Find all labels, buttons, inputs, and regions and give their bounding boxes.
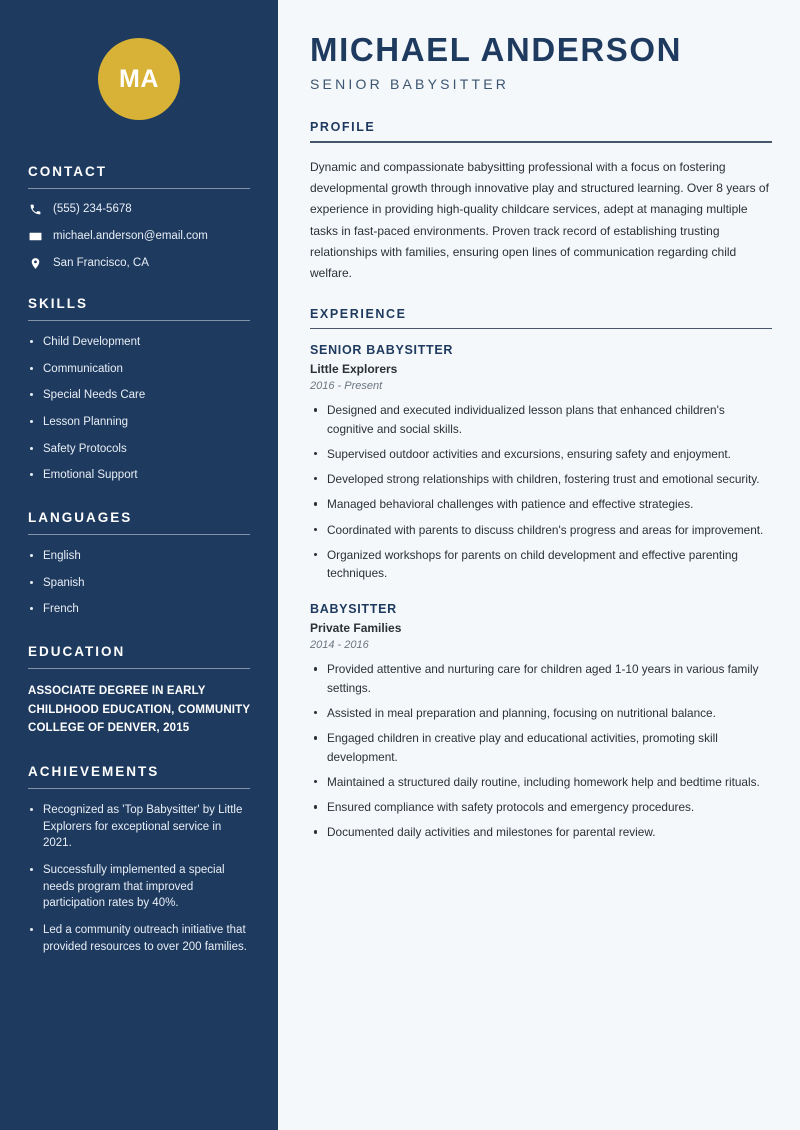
avatar-container [28, 0, 250, 164]
job-dates: 2014 - 2016 [310, 639, 369, 652]
job-title: SENIOR BABYSITTER [310, 343, 454, 358]
education-entry: ASSOCIATE DEGREE IN EARLY CHILDHOOD EDUCATION, COMMUNITY COLLEGE OF DENVER, 2015 [28, 685, 250, 735]
achievements-section [28, 764, 250, 955]
skills-divider [28, 320, 250, 321]
languages-heading: LANGUAGES [28, 510, 133, 526]
list-item: Recognized as 'Top Babysitter' by Little Explorers for exceptional service in 2021. [28, 802, 250, 852]
list-item: Maintained a structured daily routine, including homework help and bedtime rituals. [310, 773, 772, 791]
experience-heading: EXPERIENCE [310, 306, 407, 321]
job-title: BABYSITTER [310, 602, 397, 617]
list-item: Successfully implemented a special needs program that improved participation rates by 40%. [28, 862, 250, 912]
experience-entry [310, 343, 772, 582]
experience-section [310, 307, 772, 842]
page-title: MICHAEL ANDERSON [310, 31, 683, 68]
list-item: Designed and executed individualized lesson plans that enhanced children's cognitive and social skills. [310, 401, 772, 438]
profile-divider [310, 141, 772, 142]
contact-section [28, 164, 250, 270]
list-item: French [28, 601, 250, 618]
languages-divider [28, 534, 250, 535]
list-item: Provided attentive and nurturing care for children aged 1-10 years in various family settings. [310, 660, 772, 697]
achievements-divider [28, 788, 250, 789]
education-section [28, 644, 250, 738]
list-item: Led a community outreach initiative that provided resources to over 200 families. [28, 922, 250, 955]
contact-location-value: San Francisco, CA [53, 257, 149, 269]
contact-item-email[interactable] [28, 229, 250, 243]
list-item: Special Needs Care [28, 387, 250, 404]
achievements-heading: ACHIEVEMENTS [28, 763, 160, 779]
job-dates: 2016 - Present [310, 380, 383, 393]
skills-section [28, 296, 250, 484]
achievements-list [28, 802, 250, 955]
languages-list [28, 548, 250, 618]
experience-entry [310, 602, 772, 841]
profile-heading: PROFILE [310, 120, 376, 135]
contact-heading: CONTACT [28, 164, 107, 179]
job-company: Little Explorers [310, 362, 398, 377]
skills-list [28, 334, 250, 484]
avatar: MA [98, 38, 180, 120]
job-bullets [310, 401, 772, 582]
job-bullets [310, 660, 772, 841]
list-item: Emotional Support [28, 467, 250, 484]
skills-heading: SKILLS [28, 296, 89, 311]
main-content [278, 0, 800, 1130]
list-item: Communication [28, 361, 250, 378]
list-item: Documented daily activities and milestones for parental review. [310, 823, 772, 841]
list-item: Spanish [28, 575, 250, 592]
education-divider [28, 668, 250, 669]
list-item: Ensured compliance with safety protocols and emergency procedures. [310, 798, 772, 816]
contact-phone-value: (555) 234-5678 [53, 203, 132, 215]
list-item: Managed behavioral challenges with patience and effective strategies. [310, 495, 772, 513]
list-item: Lesson Planning [28, 414, 250, 431]
list-item: Coordinated with parents to discuss children's progress and areas for improvement. [310, 521, 772, 539]
contact-item-phone[interactable] [28, 202, 250, 216]
list-item: Supervised outdoor activities and excursions, ensuring safety and enjoyment. [310, 445, 772, 463]
contact-divider [28, 188, 250, 189]
location-pin-icon [28, 256, 42, 270]
list-item: Safety Protocols [28, 441, 250, 458]
list-item: Organized workshops for parents on child development and effective parenting techniques. [310, 546, 772, 583]
list-item: Child Development [28, 334, 250, 351]
envelope-icon [28, 229, 42, 243]
list-item: Developed strong relationships with children, fostering trust and emotional security. [310, 470, 772, 488]
experience-divider [310, 328, 772, 329]
phone-icon [28, 202, 42, 216]
list-item: Engaged children in creative play and educational activities, promoting skill development. [310, 729, 772, 766]
profile-section [310, 120, 772, 285]
list-item: Assisted in meal preparation and planning, focusing on nutritional balance. [310, 704, 772, 722]
contact-item-location[interactable] [28, 256, 250, 270]
job-role-subtitle: SENIOR BABYSITTER [310, 76, 510, 93]
sidebar [0, 0, 278, 1130]
job-company: Private Families [310, 621, 402, 636]
profile-text: Dynamic and compassionate babysitting professional with a focus on fostering developmental growth through innovative play and structured learning. Over 8 years of experience in providing high-quality childcare services, adept at managing multiple tasks in fast-paced environments. Proven track record of establishing trusting relationships with families, ensuring open lines of communication regarding child welfare. [310, 159, 769, 281]
languages-section [28, 510, 250, 618]
contact-email-value: michael.anderson@email.com [53, 230, 208, 242]
education-heading: EDUCATION [28, 644, 126, 660]
list-item: English [28, 548, 250, 565]
